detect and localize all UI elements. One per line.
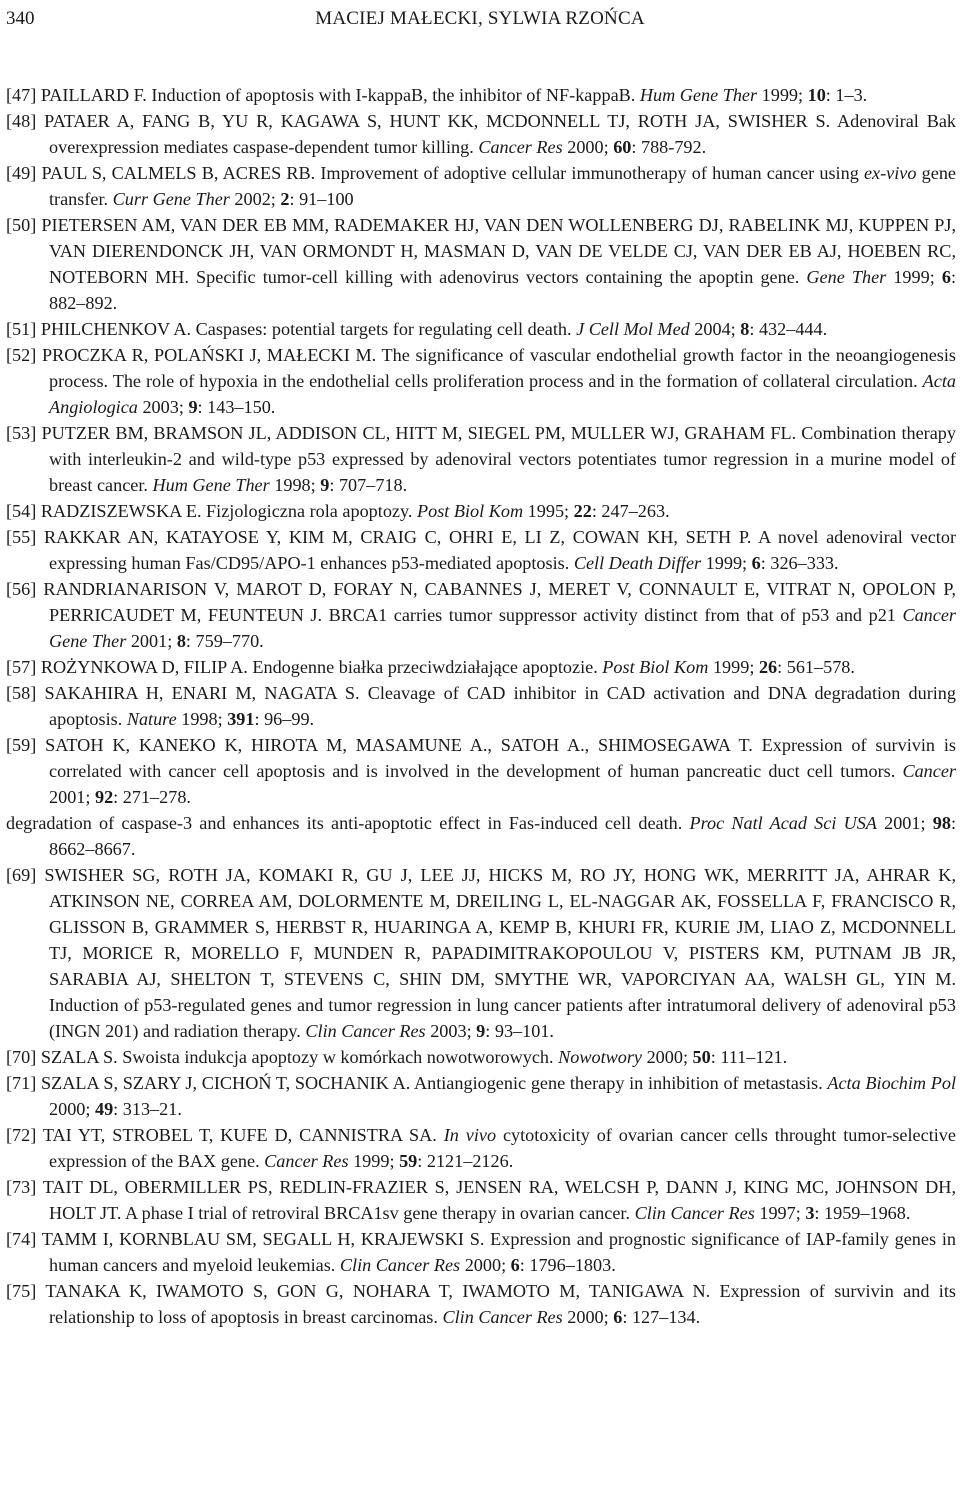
journal-name: Cancer Res	[264, 1151, 349, 1171]
reference-item	[6, 524, 956, 576]
reference-text: : 707–718.	[329, 475, 408, 495]
reference-text: [57] ROŻYNKOWA D, FILIP A. Endogenne białka przeciwdziałające apoptozie.	[6, 657, 603, 677]
reference-item	[6, 212, 956, 316]
journal-name: Acta Angiologica	[49, 371, 956, 417]
reference-text: 1995;	[523, 501, 574, 521]
reference-text: 2000;	[562, 137, 614, 157]
reference-text: 2004;	[689, 319, 741, 339]
reference-text: [47] PAILLARD F. Induction of apoptosis with I-kappaB, the inhibitor of NF-kappaB.	[6, 85, 640, 105]
page-header	[6, 4, 954, 34]
reference-text: : 882–892.	[49, 267, 956, 313]
reference-text: 2001;	[876, 813, 933, 833]
journal-name: Clin Cancer Res	[339, 1255, 461, 1275]
reference-list	[6, 82, 956, 1330]
journal-name: Cancer	[902, 761, 956, 781]
journal-name: Post Biol Kom	[602, 657, 709, 677]
volume-number: 26	[758, 657, 778, 677]
reference-item	[6, 82, 956, 108]
reference-text: : 91–100	[289, 189, 354, 209]
volume-number: 8	[176, 631, 186, 651]
journal-name: Proc Natl Acad Sci USA	[689, 813, 877, 833]
volume-number: 6	[941, 267, 951, 287]
reference-text: : 1959–1968.	[814, 1203, 911, 1223]
reference-text: [74] TAMM I, KORNBLAU SM, SEGALL H, KRAJEWSKI S. Expression and prognostic significance of IAP-family genes in human cancers and myeloid leukemias.	[6, 1229, 956, 1275]
reference-text: cytotoxicity of ovarian cancer cells throught tumor-selective expression of the BAX gene.	[49, 1125, 956, 1171]
reference-text: [48] PATAER A, FANG B, YU R, KAGAWA S, HUNT KK, MCDONNELL TJ, ROTH JA, SWISHER S. Adenoviral Bak overexpression mediates caspase-dependent tumor killing.	[6, 111, 956, 157]
journal-name: Clin Cancer Res	[634, 1203, 755, 1223]
journal-name: ex-vivo	[863, 163, 917, 183]
reference-text: : 143–150.	[197, 397, 276, 417]
journal-name: Post Biol Kom	[417, 501, 524, 521]
reference-continuation	[6, 810, 956, 862]
journal-name: Clin Cancer Res	[442, 1307, 563, 1327]
reference-text: : 561–578.	[777, 657, 855, 677]
reference-text: 1999;	[886, 267, 942, 287]
journal-name: Clin Cancer Res	[305, 1021, 426, 1041]
journal-name: Nowotwory	[558, 1047, 643, 1067]
reference-text: gene transfer.	[49, 163, 956, 209]
volume-number: 9	[320, 475, 330, 495]
reference-text: 2003;	[137, 397, 189, 417]
journal-name: Hum Gene Ther	[152, 475, 270, 495]
journal-name: J Cell Mol Med	[576, 319, 690, 339]
reference-text: 2000;	[460, 1255, 511, 1275]
reference-text: [50] PIETERSEN AM, VAN DER EB MM, RADEMAKER HJ, VAN DEN WOLLENBERG DJ, RABELINK MJ, KUPPEN PJ, VAN DIERENDONCK JH, VAN ORMONDT H, MASMAN D, VAN DE VELDE CJ, VAN DER EB AJ, HOEBEN RC, NOTEBORN MH. Specific tumor-cell killing with adenovirus vectors containing the apoptin gene.	[6, 215, 956, 287]
reference-text: [51] PHILCHENKOV A. Caspases: potential targets for regulating cell death.	[6, 319, 577, 339]
volume-number: 6	[510, 1255, 520, 1275]
volume-number: 98	[932, 813, 951, 833]
reference-text: 1999;	[348, 1151, 400, 1171]
reference-text: : 127–134.	[622, 1307, 701, 1327]
reference-text: degradation of caspase-3 and enhances its anti-apoptotic effect in Fas-induced cell death.	[6, 813, 690, 833]
volume-number: 2	[280, 189, 290, 209]
reference-text: 2001;	[49, 787, 95, 807]
reference-item	[6, 160, 956, 212]
volume-number: 6	[613, 1307, 623, 1327]
reference-item	[6, 420, 956, 498]
reference-text: 1999;	[708, 657, 759, 677]
volume-number: 3	[805, 1203, 815, 1223]
reference-item	[6, 680, 956, 732]
page-number: 340	[6, 8, 35, 29]
reference-item	[6, 316, 956, 342]
journal-name: Cancer Res	[478, 137, 563, 157]
reference-text: 1998;	[269, 475, 321, 495]
reference-item	[6, 1174, 956, 1226]
reference-text: : 111–121.	[710, 1047, 788, 1067]
volume-number: 22	[573, 501, 592, 521]
reference-item	[6, 1278, 956, 1330]
reference-item	[6, 862, 956, 1044]
journal-name: In vivo	[443, 1125, 497, 1145]
volume-number: 9	[188, 397, 198, 417]
reference-text: : 759–770.	[185, 631, 264, 651]
reference-text: 1999;	[701, 553, 752, 573]
reference-text: [70] SZALA S. Swoista indukcja apoptozy w komórkach nowotworowych.	[6, 1047, 559, 1067]
reference-item	[6, 342, 956, 420]
reference-text: [72] TAI YT, STROBEL T, KUFE D, CANNISTRA SA.	[6, 1125, 444, 1145]
reference-text: 2002;	[229, 189, 281, 209]
reference-text: : 788-792.	[631, 137, 707, 157]
reference-text: [58] SAKAHIRA H, ENARI M, NAGATA S. Cleavage of CAD inhibitor in CAD activation and DNA degradation during apoptosis.	[6, 683, 956, 729]
reference-text: [52] PROCZKA R, POLAŃSKI J, MAŁECKI M. The significance of vascular endothelial growth factor in the neoangiogenesis process. The role of hypoxia in the endothelial cells proliferation process and in the formation of collateral circulation.	[6, 345, 956, 391]
reference-text: [56] RANDRIANARISON V, MAROT D, FORAY N, CABANNES J, MERET V, CONNAULT E, VITRAT N, OPOLON P, PERRICAUDET M, FEUNTEUN J. BRCA1 carries tumor suppressor activity distinct from that of p53 and p21	[6, 579, 956, 625]
reference-item	[6, 1070, 956, 1122]
reference-item	[6, 1044, 956, 1070]
journal-name: Cell Death Differ	[573, 553, 702, 573]
journal-name: Hum Gene Ther	[639, 85, 758, 105]
volume-number: 6	[751, 553, 761, 573]
reference-text: 2000;	[49, 1099, 95, 1119]
reference-text: : 247–263.	[591, 501, 670, 521]
reference-text: [69] SWISHER SG, ROTH JA, KOMAKI R, GU J, LEE JJ, HICKS M, RO JY, HONG WK, MERRITT JA, AHRAR K, ATKINSON NE, CORREA AM, DOLORMENTE M, DREILING L, EL-NAGGAR AK, FOSSELLA F, FRANCISCO R, GLISSON B, GRAMMER S, HERBST R, HUARINGA A, KEMP B, KHURI FR, KURIE JM, LIAO Z, MCDONNELL TJ, MORICE R, MORELLO F, MUNDEN R, PAPADIMITRAKOPOULOU V, PISTERS KM, PUTNAM JB JR, SARABIA AJ, SHELTON T, STEVENS C, SHIN DM, SMYTHE WR, VAPORCIYAN AA, WALSH GL, YIN M. Induction of p53-regulated genes and tumor regression in lung cancer patients after intratumoral delivery of adenoviral p53 (INGN 201) and radiation therapy.	[6, 865, 956, 1041]
reference-text: [71] SZALA S, SZARY J, CICHOŃ T, SOCHANIK A. Antiangiogenic gene therapy in inhibition of metastasis.	[6, 1073, 828, 1093]
reference-text: 1997;	[754, 1203, 806, 1223]
reference-text: 2000;	[562, 1307, 614, 1327]
reference-text: [73] TAIT DL, OBERMILLER PS, REDLIN-FRAZIER S, JENSEN RA, WELCSH P, DANN J, KING MC, JOHNSON DH, HOLT JT. A phase I trial of retroviral BRCA1sv gene therapy in ovarian cancer.	[6, 1177, 956, 1223]
reference-item	[6, 498, 956, 524]
reference-text: 1999;	[757, 85, 808, 105]
volume-number: 60	[613, 137, 632, 157]
reference-text: [53] PUTZER BM, BRAMSON JL, ADDISON CL, HITT M, SIEGEL PM, MULLER WJ, GRAHAM FL. Combination therapy with interleukin-2 and wild-type p53 expressed by adenoviral vectors potentiates tumor regression in a murine model of breast cancer.	[6, 423, 956, 495]
reference-text: : 2121–2126.	[417, 1151, 514, 1171]
volume-number: 10	[807, 85, 826, 105]
reference-item	[6, 732, 956, 810]
volume-number: 50	[692, 1047, 711, 1067]
reference-item	[6, 654, 956, 680]
running-head: MACIEJ MAŁECKI, SYLWIA RZOŃCA	[315, 8, 645, 29]
volume-number: 92	[94, 787, 114, 807]
reference-text: 2001;	[126, 631, 177, 651]
volume-number: 8	[740, 319, 750, 339]
reference-item	[6, 1226, 956, 1278]
journal-name: Nature	[126, 709, 177, 729]
reference-text: 2000;	[642, 1047, 693, 1067]
reference-text: [75] TANAKA K, IWAMOTO S, GON G, NOHARA T, IWAMOTO M, TANIGAWA N. Expression of survivin and its relationship to loss of apoptosis in breast carcinomas.	[6, 1281, 956, 1327]
volume-number: 391	[227, 709, 255, 729]
journal-name: Acta Biochim Pol	[827, 1073, 956, 1093]
reference-text: : 326–333.	[760, 553, 839, 573]
reference-text: [59] SATOH K, KANEKO K, HIROTA M, MASAMUNE A., SATOH A., SHIMOSEGAWA T. Expression of survivin is correlated with cancer cell apoptosis and is involved in the development of human pancreatic duct cell tumors.	[6, 735, 956, 781]
reference-item	[6, 576, 956, 654]
journal-name: Curr Gene Ther	[112, 189, 230, 209]
reference-text: : 271–278.	[113, 787, 191, 807]
reference-text: [55] RAKKAR AN, KATAYOSE Y, KIM M, CRAIG C, OHRI E, LI Z, COWAN KH, SETH P. A novel adenoviral vector expressing human Fas/CD95/APO-1 enhances p53-mediated apoptosis.	[6, 527, 956, 573]
reference-text: : 313–21.	[113, 1099, 182, 1119]
reference-text: : 432–444.	[749, 319, 828, 339]
reference-text: : 96–99.	[254, 709, 315, 729]
reference-item	[6, 1122, 956, 1174]
reference-text: 2003;	[425, 1021, 477, 1041]
reference-text: : 1796–1803.	[519, 1255, 616, 1275]
reference-text: 1998;	[176, 709, 228, 729]
reference-text: [54] RADZISZEWSKA E. Fizjologiczna rola apoptozy.	[6, 501, 417, 521]
journal-name: Cancer Gene Ther	[49, 605, 956, 651]
volume-number: 49	[94, 1099, 114, 1119]
reference-text: : 8662–8667.	[49, 813, 957, 859]
journal-name: Gene Ther	[806, 267, 887, 287]
reference-text: : 93–101.	[485, 1021, 554, 1041]
reference-item	[6, 108, 956, 160]
reference-text: : 1–3.	[825, 85, 868, 105]
volume-number: 59	[399, 1151, 418, 1171]
volume-number: 9	[476, 1021, 486, 1041]
reference-text: [49] PAUL S, CALMELS B, ACRES RB. Improvement of adoptive cellular immunotherapy of human cancer using	[6, 163, 864, 183]
